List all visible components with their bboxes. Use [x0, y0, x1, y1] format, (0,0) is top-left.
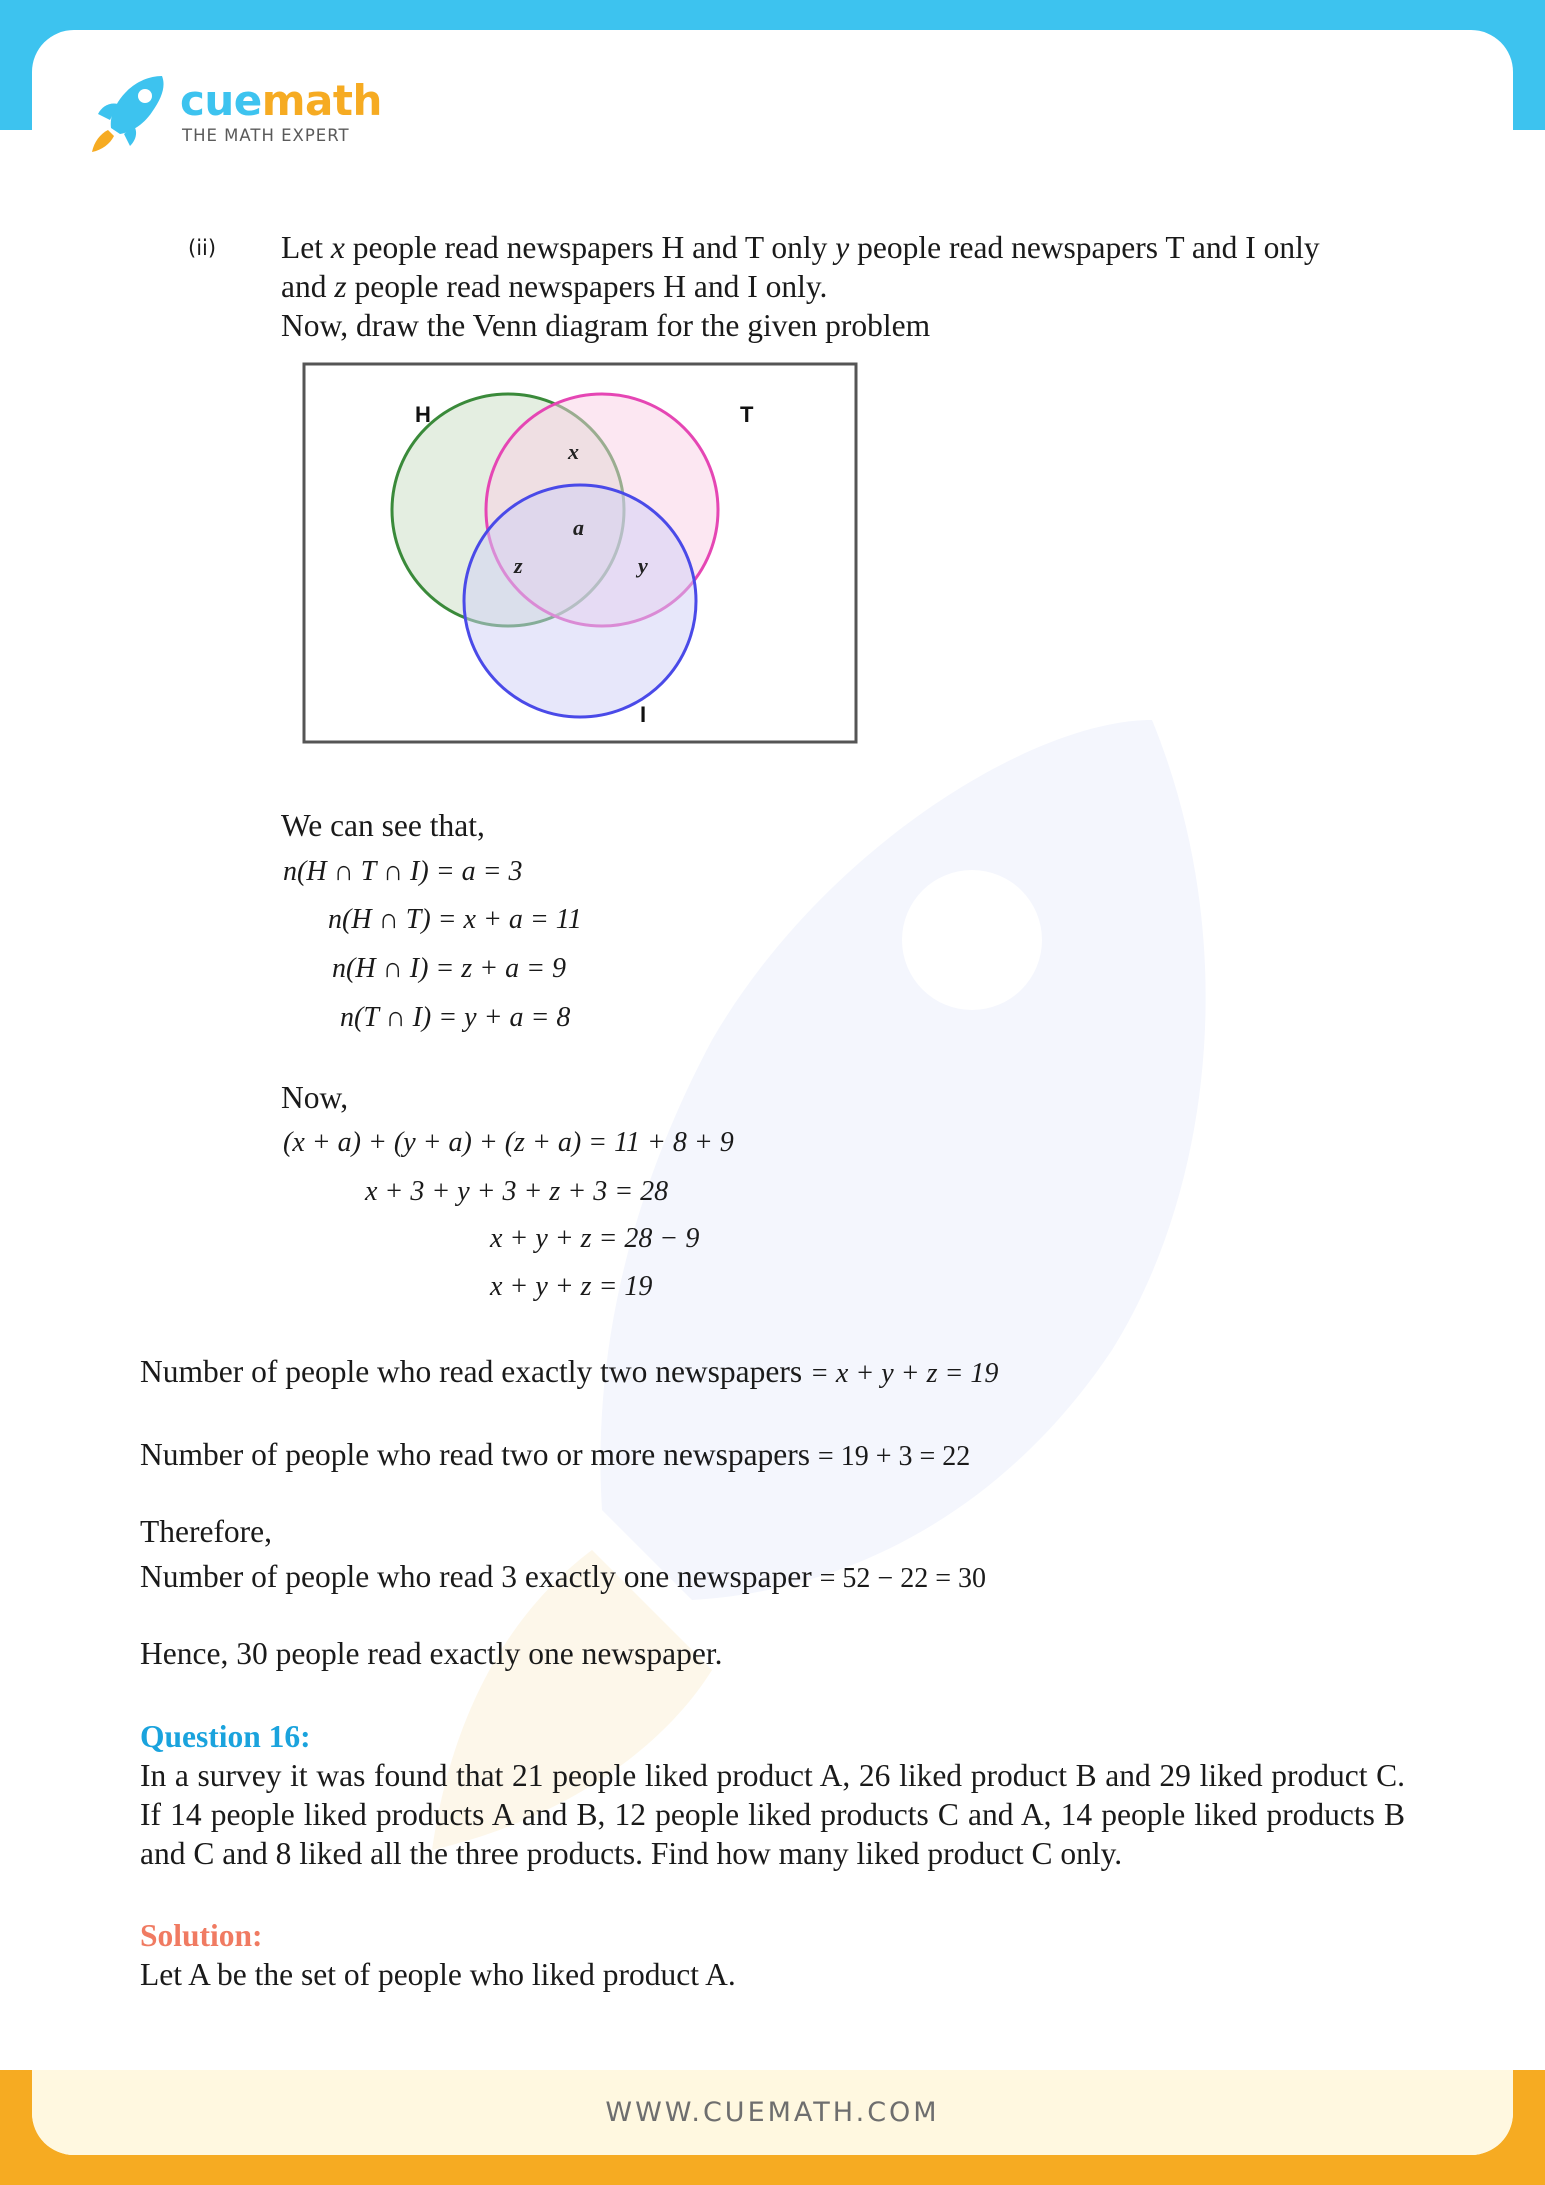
set-t-label: T — [740, 402, 754, 427]
set-h-label: H — [415, 402, 431, 427]
equation-ht: n(H ∩ T) = x + a = 11 — [328, 904, 582, 935]
result-exactly-two: Number of people who read exactly two newspapers = x + y + z = 19 — [140, 1354, 999, 1389]
question-16-heading: Question 16: — [140, 1719, 311, 1754]
solution-heading: Solution: — [140, 1918, 263, 1953]
we-see-intro: We can see that, — [281, 808, 485, 843]
footer — [32, 2070, 1513, 2155]
part-ii-line-2: and z people read newspapers H and I only. — [281, 269, 828, 304]
region-z-label: z — [514, 553, 523, 578]
logo-tagline: THE MATH EXPERT — [182, 126, 350, 145]
result-two-or-more: Number of people who read two or more newspapers = 19 + 3 = 22 — [140, 1437, 971, 1472]
now-equation-4: x + y + z = 19 — [490, 1271, 653, 1302]
therefore-text: Therefore, — [140, 1514, 273, 1549]
venn-diagram — [302, 362, 858, 744]
question-16-body: In a survey it was found that 21 people liked product A, 26 liked product B and 29 liked product C. If 14 people liked products A and B, 12 people liked products C and A, 14 people liked products B and C and 8 liked all the three products. Find how many liked product C only. — [140, 1758, 1405, 1871]
region-y-label: y — [638, 553, 648, 578]
hence-conclusion: Hence, 30 people read exactly one newspaper. — [140, 1636, 723, 1671]
equation-hi: n(H ∩ I) = z + a = 9 — [332, 953, 566, 984]
result-exactly-one: Number of people who read 3 exactly one newspaper = 52 − 22 = 30 — [140, 1559, 986, 1594]
now-equation-2: x + 3 + y + 3 + z + 3 = 28 — [365, 1176, 669, 1207]
part-ii-line-1: Let x people read newspapers H and T only y people read newspapers T and I only — [281, 230, 1320, 265]
now-equation-1: (x + a) + (y + a) + (z + a) = 11 + 8 + 9 — [283, 1127, 734, 1158]
now-equation-3: x + y + z = 28 − 9 — [490, 1223, 700, 1254]
equation-ti: n(T ∩ I) = y + a = 8 — [340, 1002, 571, 1033]
region-x-label: x — [568, 439, 579, 464]
region-a-label: a — [573, 515, 584, 540]
now-intro: Now, — [281, 1080, 349, 1115]
part-label: (ii) — [188, 236, 217, 260]
part-ii-line-3: Now, draw the Venn diagram for the given problem — [281, 308, 931, 343]
logo-wordmark: cuemath — [180, 76, 382, 125]
rocket-watermark-icon — [392, 710, 1212, 1910]
footer-url[interactable]: WWW.CUEMATH.COM — [605, 2097, 940, 2128]
equation-hti: n(H ∩ T ∩ I) = a = 3 — [283, 856, 523, 887]
set-i-label: I — [640, 702, 647, 727]
solution-body: Let A be the set of people who liked product A. — [140, 1957, 736, 1992]
rocket-logo-icon — [90, 74, 166, 152]
